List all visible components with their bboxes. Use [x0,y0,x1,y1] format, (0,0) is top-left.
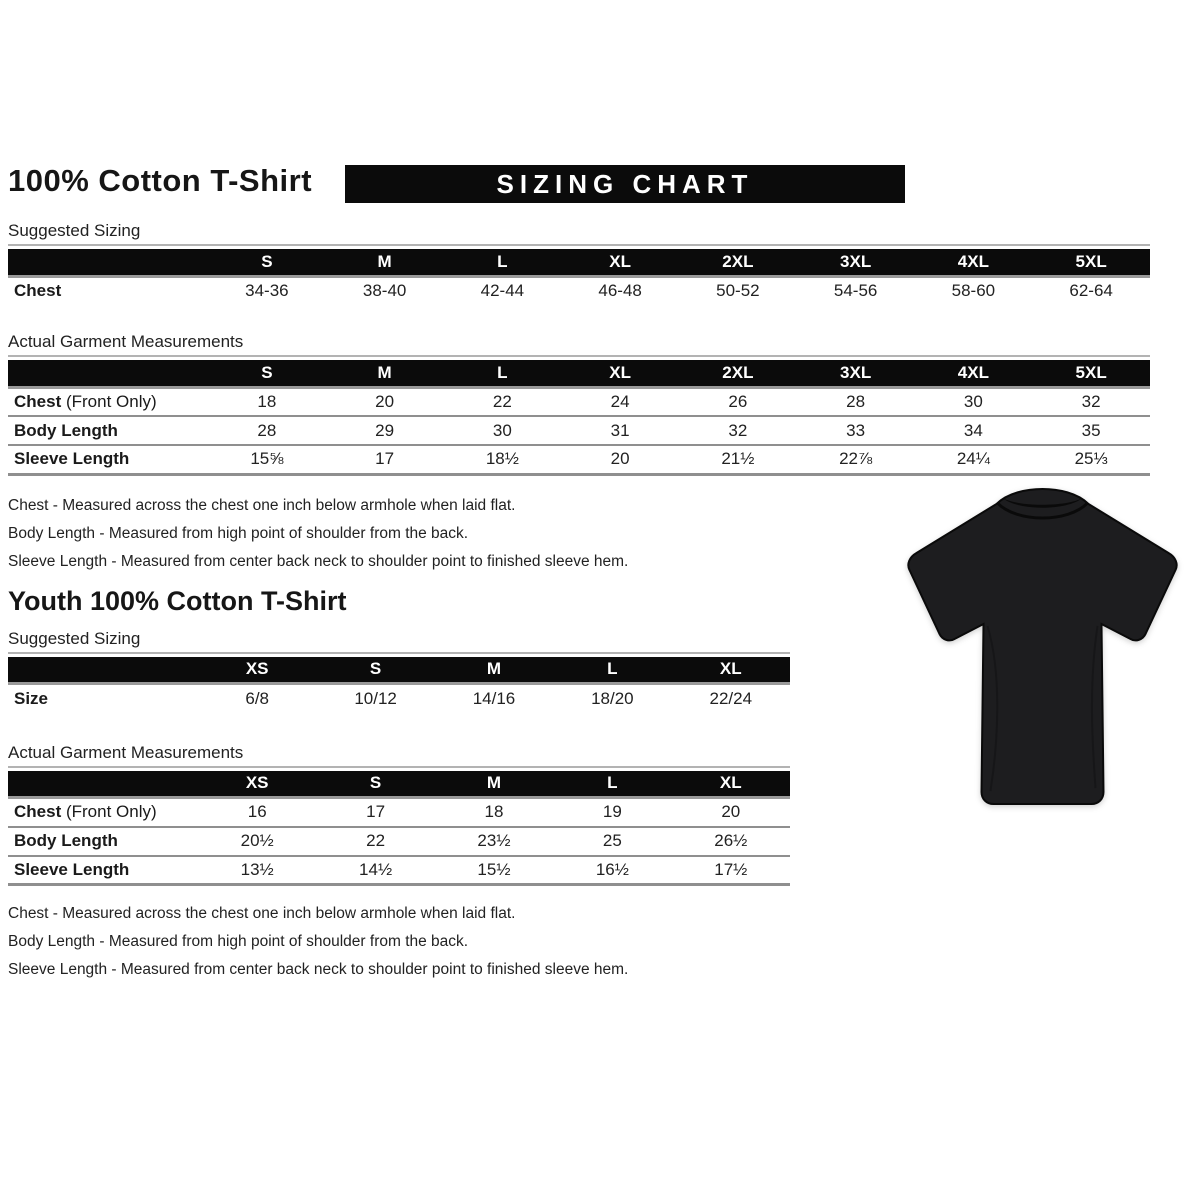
size-column-header: M [435,657,553,684]
measurement-value-cell: 17 [375,449,395,469]
measurement-value-cell: 25 [602,831,622,850]
row-label-suffix: (Front Only) [61,391,157,411]
measurement-value-cell: 18 [257,391,277,411]
measurement-value-cell: 18/20 [591,688,634,708]
youth-suggested-section [8,629,790,713]
measurement-value-cell: 23½ [477,831,511,850]
measurement-value-cell: 14/16 [472,688,516,708]
youth-suggested-table [8,657,790,713]
size-column-header: S [208,249,326,276]
size-column-header: L [553,657,671,684]
measurement-value-cell: 32 [728,420,748,440]
measurement-value-cell: 18 [484,802,504,822]
row-label-main: Chest [14,802,62,822]
header-label-spacer [8,249,208,276]
measurement-value-cell: 22 [492,391,512,411]
size-column-header: S [208,360,326,387]
size-column-header: L [553,771,671,798]
size-column-header: XL [672,657,790,684]
measurement-value-cell: 14½ [359,859,393,879]
measurement-value-cell: 13½ [240,859,274,879]
table-row [8,684,790,713]
measurement-value-cell: 24¼ [956,449,990,469]
measurement-value-cell: 16 [247,802,267,822]
size-column-header: XL [561,360,679,387]
size-column-header: 2XL [679,249,797,276]
row-label [8,827,198,856]
tshirt-icon [890,476,1195,816]
row-label [8,387,208,416]
row-label-main: Chest [14,391,62,411]
size-column-header: S [316,657,434,684]
table-row [8,798,790,827]
size-column-header: 5XL [1032,249,1150,276]
row-label [8,798,198,827]
size-column-header: XL [672,771,790,798]
measurement-value-cell: 42-44 [480,281,525,301]
measurement-value-cell: 34-36 [245,281,289,301]
measurement-value-cell: 17 [366,802,386,822]
row-label-main: Size [14,688,49,708]
measurement-value-cell: 6/8 [245,688,270,708]
measurement-value-cell: 22/24 [709,688,753,708]
measurement-value-cell: 30 [492,420,512,440]
measurement-value-cell: 26½ [714,831,748,850]
measurement-value-cell: 32 [1081,391,1101,411]
measurement-value-cell: 34 [963,420,983,440]
row-label-suffix: (Front Only) [61,802,157,822]
size-column-header: 4XL [915,360,1033,387]
size-column-header: 3XL [797,249,915,276]
size-column-header: M [435,771,553,798]
note-chest: Chest - Measured across the chest one inch below armhole when laid flat. [8,905,516,922]
size-header-row [8,771,790,798]
youth-measurement-notes [8,900,1150,984]
measurement-value-cell: 22 [366,831,386,850]
youth-tables-wrap [8,629,790,887]
measurement-value-cell: 22⅞ [839,449,873,469]
adult-suggested-section [8,221,1150,305]
size-column-header: 2XL [679,360,797,387]
measurement-value-cell: 20 [375,391,395,411]
header-label-spacer [8,657,198,684]
adult-suggested-table [8,249,1150,305]
size-column-header: XL [561,249,679,276]
adult-actual-table [8,360,1150,476]
measurement-value-cell: 28 [257,420,277,440]
size-column-header: L [444,360,562,387]
row-label-main: Sleeve Length [14,449,130,469]
table-row [8,276,1150,305]
measurement-value-cell: 30 [963,391,983,411]
measurement-value-cell: 38-40 [362,281,407,301]
size-header-row [8,657,790,684]
measurement-value-cell: 29 [375,420,395,440]
row-label-main: Sleeve Length [14,859,130,879]
size-column-header: S [316,771,434,798]
measurement-value-cell: 58-60 [951,281,996,301]
measurement-value-cell: 26 [728,391,748,411]
measurement-value-cell: 31 [610,420,630,440]
header-label-spacer [8,360,208,387]
youth-suggested-label: Suggested Sizing [8,629,790,654]
table-row [8,445,1150,474]
measurement-value-cell: 20½ [240,831,274,850]
row-label-main: Body Length [14,420,118,440]
note-chest: Chest - Measured across the chest one inch below armhole when laid flat. [8,496,516,514]
size-column-header: XS [198,771,316,798]
note-sleeve-length: Sleeve Length - Measured from center back neck to shoulder point to finished sleeve hem. [8,961,629,978]
size-column-header: M [326,249,444,276]
measurement-value-cell: 35 [1081,420,1101,440]
youth-actual-label: Actual Garment Measurements [8,743,790,768]
measurement-value-cell: 24 [610,391,630,411]
measurement-value-cell: 20 [721,802,741,822]
measurement-value-cell: 10/12 [354,688,397,708]
adult-suggested-label: Suggested Sizing [8,221,1150,246]
adult-actual-label: Actual Garment Measurements [8,332,1150,357]
size-column-header: M [326,360,444,387]
adult-section-title: 100% Cotton T-Shirt [8,163,313,198]
row-label-main: Chest [14,281,62,301]
size-column-header: 5XL [1032,360,1150,387]
size-column-header: 4XL [915,249,1033,276]
size-column-header: 3XL [797,360,915,387]
row-label [8,276,208,305]
measurement-value-cell: 46-48 [598,281,642,301]
measurement-value-cell: 21½ [721,449,755,469]
measurement-value-cell: 20 [610,449,630,469]
measurement-value-cell: 15½ [477,859,511,879]
row-label-main: Body Length [14,831,118,850]
measurement-value-cell: 50-52 [716,281,760,301]
size-column-header: XS [198,657,316,684]
note-body-length: Body Length - Measured from high point of shoulder from the back. [8,524,469,542]
measurement-value-cell: 16½ [595,859,629,879]
table-row [8,416,1150,445]
adult-actual-section [8,332,1150,476]
youth-actual-table [8,771,790,887]
measurement-value-cell: 19 [602,802,622,822]
size-header-row [8,360,1150,387]
row-label [8,416,208,445]
table-row [8,856,790,885]
measurement-value-cell: 25⅓ [1074,449,1108,469]
youth-actual-section [8,743,790,887]
measurement-value-cell: 18½ [485,449,519,469]
table-row [8,387,1150,416]
black-tshirt-image [890,476,1195,816]
row-label [8,445,208,474]
table-row [8,827,790,856]
measurement-value-cell: 33 [846,420,866,440]
youth-section-title: Youth 100% Cotton T-Shirt [8,585,347,616]
sizing-chart-banner: SIZING CHART [345,165,905,203]
row-label [8,684,198,713]
size-header-row [8,249,1150,276]
measurement-value-cell: 28 [846,391,866,411]
measurement-value-cell: 54-56 [833,281,878,301]
note-sleeve-length: Sleeve Length - Measured from center back neck to shoulder point to finished sleeve hem. [8,552,629,570]
measurement-value-cell: 17½ [714,859,748,879]
header-label-spacer [8,771,198,798]
header-row [8,163,1150,209]
size-column-header: L [444,249,562,276]
measurement-value-cell: 62-64 [1069,281,1113,301]
note-body-length: Body Length - Measured from high point of shoulder from the back. [8,933,469,950]
row-label [8,856,198,885]
measurement-value-cell: 15⅝ [250,449,284,469]
